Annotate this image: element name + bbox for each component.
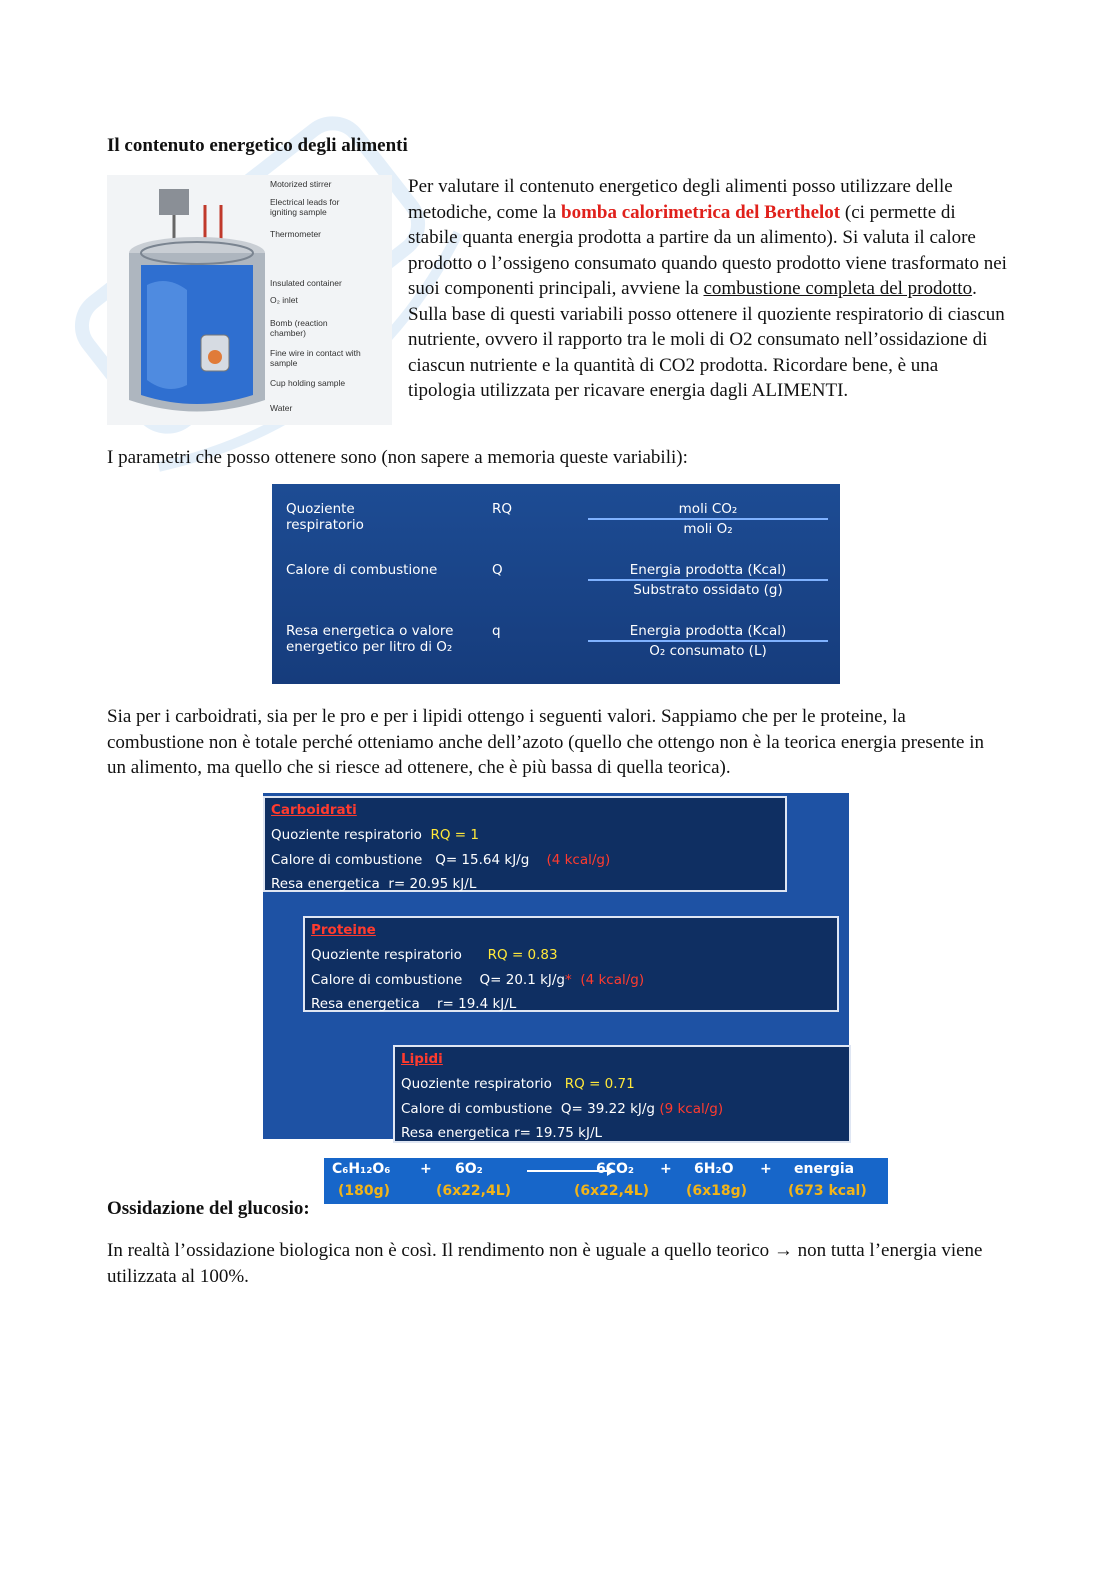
rq-label: Quoziente respiratorio [271,827,422,843]
glucose-oxidation-label: Ossidazione del glucosio: [107,1198,310,1219]
glucose-equation [324,1158,888,1204]
kcal-value: (4 kcal/g) [580,972,645,988]
calorimeter-label: O₂ inlet [270,295,298,305]
r-value: r= 19.75 kJ/L [514,1125,603,1141]
equation-term: C₆H₁₂O₆ [332,1161,391,1177]
equation-term: + [420,1161,432,1177]
equation-term: + [760,1161,772,1177]
r-value: r= 20.95 kJ/L [388,876,477,892]
equation-term: energia [794,1161,855,1177]
section-heading: Il contenuto energetico degli alimenti [107,135,408,156]
values-intro-paragraph: Sia per i carboidrati, sia per le pro e per i lipidi ottengo i seguenti valori. Sappiamo che per le proteine, la combustione non è totale perché otteniamo anche dell’azoto (quello che ottengo non è la teorica energia presente in un alimento, ma quello che si riesce ad ottenere, che è più bassa di quella teorica). [107,706,984,778]
formula-numerator: Energia prodotta (Kcal) [588,623,828,642]
param-formula [588,623,828,659]
params-intro: I parametri che posso ottenere sono (non sapere a memoria queste variabili): [107,447,688,468]
kcal-value: (4 kcal/g) [546,852,611,868]
calorimeter-label: Insulated container [270,278,342,288]
nutrient-title: Lipidi [401,1051,443,1067]
calorimeter-label: Fine wire in contact with sample [270,348,361,368]
param-symbol: RQ [492,501,513,517]
equation-quantity: (6x22,4L) [436,1183,512,1199]
q-label: Calore di combustione [311,972,463,988]
calorimeter-drawing [107,175,267,425]
calorimeter-label: Bomb (reaction chamber) [270,318,328,338]
r-value: r= 19.4 kJ/L [436,996,517,1012]
rq-value: RQ = 0.83 [487,947,558,963]
equation-term: + [660,1161,672,1177]
bomb-calorimeter-illustration [107,175,392,425]
q-value: Q= 20.1 kJ/g [479,972,565,988]
param-name: Resa energetica o valore energetico per litro di O₂ [286,623,454,655]
equation-quantity: (6x18g) [686,1183,748,1199]
kcal-value: (9 kcal/g) [659,1101,724,1117]
rq-value: RQ = 0.71 [564,1076,635,1092]
calorimeter-label: Thermometer [270,229,322,239]
q-value: Q= 39.22 kJ/g [560,1101,656,1117]
q-label: Calore di combustione [271,852,423,868]
rq-value: RQ = 1 [430,827,479,843]
equation-term: 6H₂O [694,1161,734,1177]
formula-numerator: moli CO₂ [588,501,828,520]
param-name: Quoziente respiratorio [286,501,364,533]
calorimeter-label: Electrical leads for igniting sample [270,197,340,217]
q-label: Calore di combustione [401,1101,553,1117]
formula-denominator: moli O₂ [683,521,733,537]
formula-denominator: Substrato ossidato (g) [633,582,783,598]
param-formula [588,501,828,537]
param-name: Calore di combustione [286,562,438,578]
calorimeter-label: Water [270,403,293,413]
param-symbol: q [492,623,501,639]
rq-label: Quoziente respiratorio [311,947,462,963]
nutrient-box-carboidrati [263,796,787,892]
equation-quantity: (6x22,4L) [574,1183,650,1199]
nutrient-title: Proteine [311,922,376,938]
conclusion-paragraph: In realtà l’ossidazione biologica non è così. Il rendimento non è uguale a quello teorico → non tutta l’energia viene utilizzata al 100%. [107,1240,983,1287]
nutrient-title: Carboidrati [271,802,357,818]
q-value: Q= 15.64 kJ/g [435,852,530,868]
calorimeter-label: Cup holding sample [270,378,346,388]
parameters-slide [272,484,840,684]
nutrient-box-proteine [303,916,839,1012]
formula-denominator: O₂ consumato (L) [649,643,767,659]
formula-numerator: Energia prodotta (Kcal) [588,562,828,581]
intro-text: Per valutare il contenuto energetico degli alimenti posso utilizzare delle metodiche, come la [408,176,953,223]
r-label: Resa energetica [401,1125,510,1141]
asterisk: * [565,972,572,988]
intro-text: . Sulla base di questi variabili posso ottenere il quoziente respiratorio di ciascun nutriente, ovvero il rapporto tra le moli di O2 consumato nell’ossidazione di ciascun nutriente e la quantità di CO2 prodotta. Ricordare bene, è una tipologia utilizzata per ricavare energia dagli ALIMENTI. [408,278,1005,401]
intro-text: (ci permette di stabile quanta energia prodotta a partire da un alimento). Si valuta il calore prodotto o l’ossigeno consumato quando questo prodotto viene trasformato nei suoi componenti principali, avviene la [408,201,1007,299]
param-symbol: Q [492,562,503,578]
rq-label: Quoziente respiratorio [401,1076,552,1092]
equation-quantity: (180g) [338,1183,391,1199]
calorimeter-label: Motorized stirrer [270,179,332,189]
param-formula [588,562,828,598]
nutrient-values-slide [263,793,849,1139]
intro-paragraph [408,174,1008,404]
bomb-calorimeter-highlight: bomba calorimetrica del Berthelot [561,201,841,223]
equation-term: 6O₂ [455,1161,483,1177]
r-label: Resa energetica [271,876,380,892]
nutrient-box-lipidi [393,1045,851,1143]
r-label: Resa energetica [311,996,420,1012]
equation-term: 6CO₂ [596,1161,635,1177]
combustion-underlined: combustione completa del prodotto [703,278,973,299]
equation-quantity: (673 kcal) [788,1183,867,1199]
